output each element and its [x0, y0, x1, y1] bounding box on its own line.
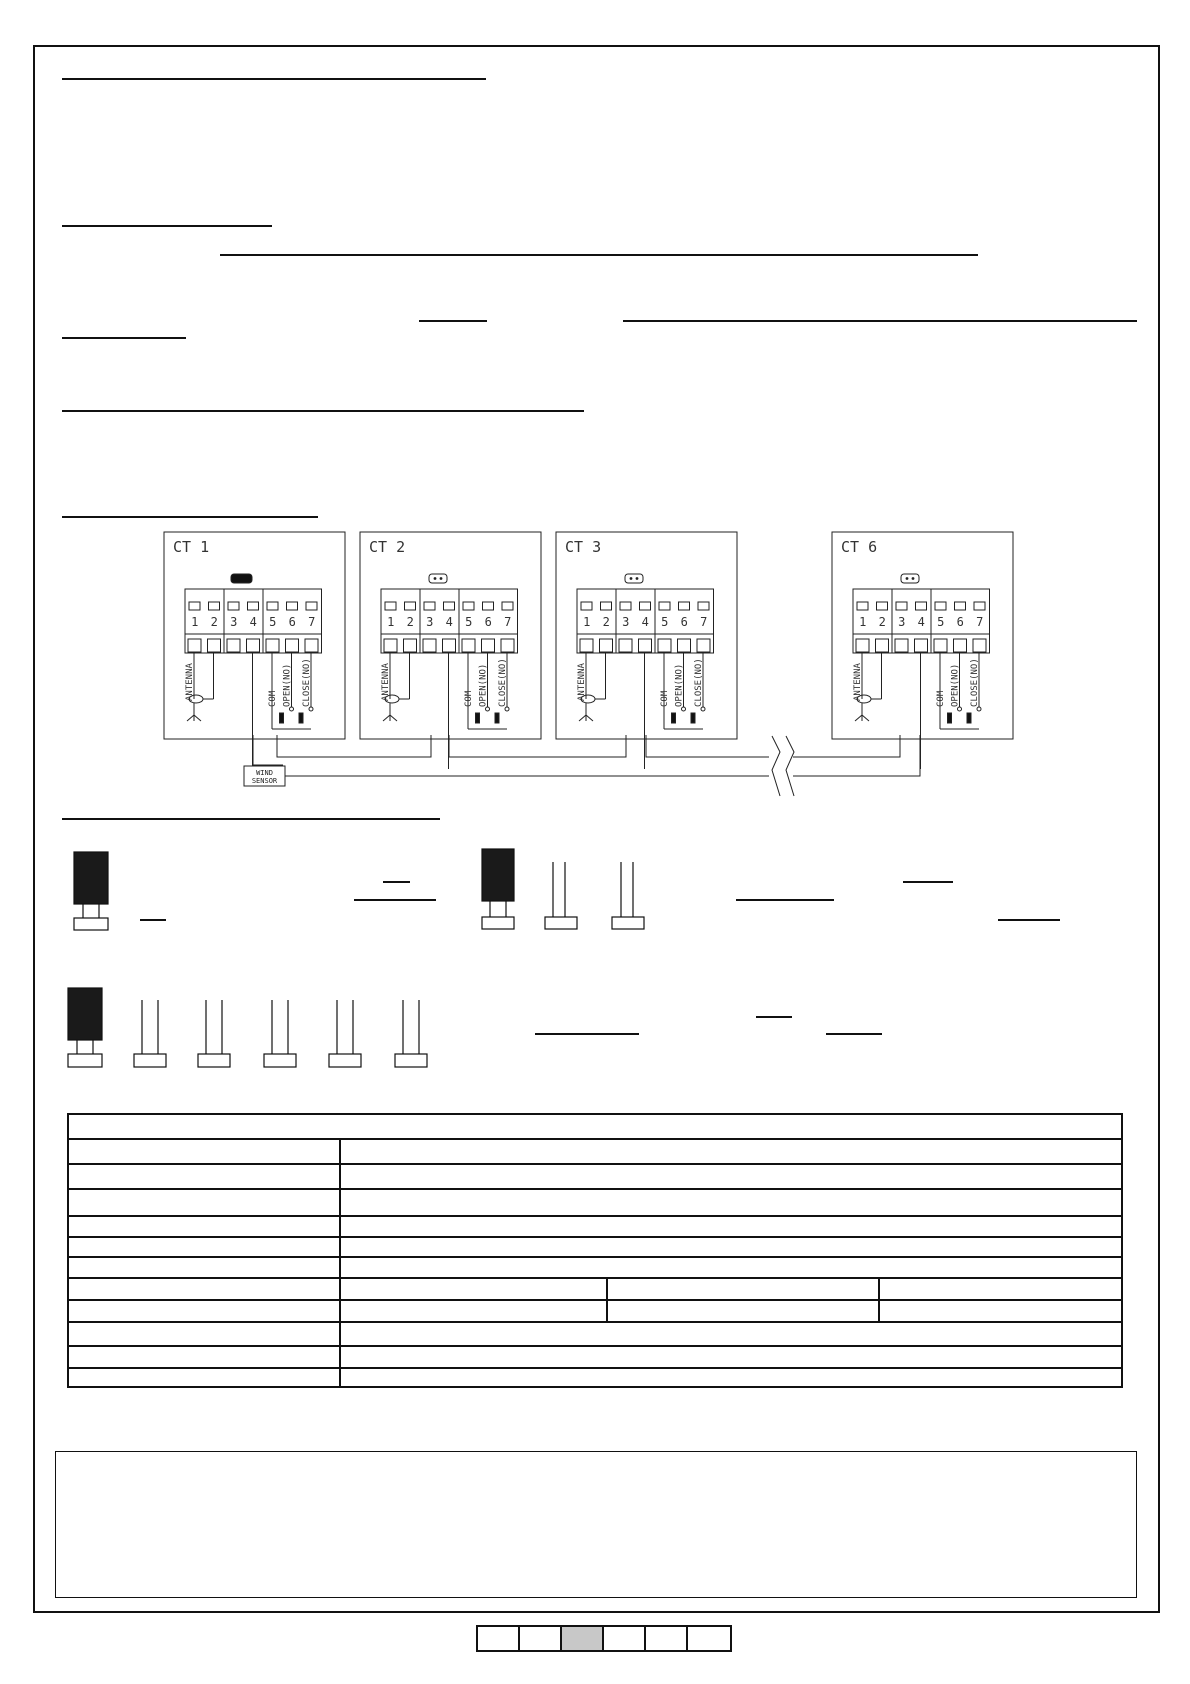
spec-row-value	[340, 1237, 1122, 1257]
wind-sensor	[244, 766, 285, 786]
wind-sensor-label-1: WIND	[256, 769, 273, 777]
bus-wire-upper	[277, 735, 431, 757]
terminal-number: 1	[583, 615, 591, 629]
wind-sensor-label-2: SENSOR	[251, 777, 278, 785]
page-cell	[688, 1627, 730, 1650]
terminal-number: 7	[308, 615, 316, 629]
terminal-number: 6	[484, 615, 492, 629]
terminal-number: 4	[445, 615, 453, 629]
terminal-number: 6	[956, 615, 964, 629]
terminal-number: 7	[700, 615, 708, 629]
spec-row-value	[607, 1300, 879, 1322]
spec-header-cell	[68, 1114, 1122, 1139]
terminal-number: 7	[504, 615, 512, 629]
com-label: COM	[936, 690, 946, 707]
relay-contact	[495, 713, 499, 723]
terminal-number: 1	[387, 615, 395, 629]
relay-contact	[672, 713, 676, 723]
spec-row-value	[340, 1216, 1122, 1237]
terminal-number: 7	[976, 615, 984, 629]
page-cell	[520, 1627, 562, 1650]
jumper-open-b2	[612, 862, 644, 929]
open-label: OPEN(NO)	[674, 663, 685, 707]
page-indicator	[476, 1625, 732, 1652]
jumper-closed-a	[74, 852, 108, 930]
relay-contact	[280, 713, 284, 723]
terminal-number: 2	[210, 615, 218, 629]
spec-row-label	[68, 1278, 340, 1300]
page-cell	[478, 1627, 520, 1650]
spec-row-label	[68, 1322, 340, 1346]
control-unit-outline	[360, 532, 541, 739]
spec-row-value	[340, 1300, 607, 1322]
control-unit-2	[360, 532, 541, 769]
relay-contact	[948, 713, 952, 723]
terminal-number: 6	[288, 615, 296, 629]
specification-table	[67, 1113, 1123, 1388]
bus-wire-ct6-lower	[793, 735, 920, 776]
spec-row-value	[879, 1300, 1122, 1322]
jumper-open-c1	[134, 1000, 166, 1067]
bus-wire-ct2-com	[449, 735, 626, 757]
relay-contact	[691, 713, 695, 723]
jumper-open-c4	[329, 1000, 361, 1067]
spec-row-value	[340, 1257, 1122, 1277]
open-label: OPEN(NO)	[950, 663, 961, 707]
terminal-number: 3	[898, 615, 906, 629]
terminal-number: 3	[622, 615, 630, 629]
jumper-closed-b	[482, 849, 514, 929]
control-unit-4	[832, 532, 1013, 769]
relay-contact	[299, 713, 303, 723]
jumper-open-b1	[545, 862, 577, 929]
terminal-number: 5	[937, 615, 945, 629]
spec-row-label	[68, 1216, 340, 1237]
spec-row-label	[68, 1257, 340, 1277]
spec-row-label	[68, 1189, 340, 1216]
terminal-number: 4	[249, 615, 257, 629]
terminal-number: 1	[859, 615, 867, 629]
terminal-block	[381, 589, 518, 653]
spec-row-label	[68, 1139, 340, 1164]
terminal-block	[853, 589, 990, 653]
spec-row-label	[68, 1346, 340, 1368]
spec-row-label	[68, 1368, 340, 1387]
spec-row-value	[340, 1164, 1122, 1189]
relay-contact	[476, 713, 480, 723]
break-mark-2	[786, 736, 794, 796]
terminal-number: 6	[680, 615, 688, 629]
jumper-open-c2	[198, 1000, 230, 1067]
jumper-open-indicator	[625, 574, 643, 583]
terminal-block	[577, 589, 714, 653]
terminal-number: 2	[878, 615, 886, 629]
terminal-number: 2	[406, 615, 414, 629]
page-cell	[646, 1627, 688, 1650]
terminal-number: 2	[602, 615, 610, 629]
jumper-figures	[68, 849, 644, 1067]
control-unit-label: CT 2	[369, 538, 406, 556]
jumper-open-c5	[395, 1000, 427, 1067]
bus-wire-ct6-upper	[793, 735, 900, 757]
spec-row-value	[879, 1278, 1122, 1300]
close-label: CLOSE(NO)	[970, 658, 980, 707]
page-cell	[604, 1627, 646, 1650]
jumper-open-c3	[264, 1000, 296, 1067]
terminal-number: 4	[917, 615, 925, 629]
com-label: COM	[464, 690, 474, 707]
note-box	[55, 1451, 1137, 1598]
bus-wire-ct3	[646, 735, 769, 757]
close-label: CLOSE(NO)	[498, 658, 508, 707]
control-unit-label: CT 1	[173, 538, 210, 556]
close-label: CLOSE(NO)	[694, 658, 704, 707]
spec-row-value	[340, 1346, 1122, 1368]
break-mark-1	[772, 736, 780, 796]
control-unit-1	[164, 532, 345, 769]
terminal-number: 4	[641, 615, 649, 629]
spec-row-label	[68, 1237, 340, 1257]
terminal-number: 5	[269, 615, 277, 629]
antenna-label: ANTENNA	[577, 663, 587, 701]
com-label: COM	[660, 690, 670, 707]
terminal-number: 5	[465, 615, 473, 629]
page-cell	[562, 1627, 604, 1650]
control-unit-label: CT 3	[565, 538, 602, 556]
jumper-closed-c	[68, 988, 102, 1067]
antenna-label: ANTENNA	[185, 663, 195, 701]
com-label: COM	[268, 690, 278, 707]
jumper-closed-indicator	[231, 574, 252, 583]
close-label: CLOSE(NO)	[302, 658, 312, 707]
open-label: OPEN(NO)	[282, 663, 293, 707]
spec-row-value	[340, 1322, 1122, 1346]
terminal-block	[185, 589, 322, 653]
control-unit-outline	[832, 532, 1013, 739]
spec-row-value	[340, 1278, 607, 1300]
control-unit-3	[556, 532, 737, 769]
spec-row-value	[607, 1278, 879, 1300]
spec-row-label	[68, 1164, 340, 1189]
open-label: OPEN(NO)	[478, 663, 489, 707]
spec-row-label	[68, 1300, 340, 1322]
antenna-label: ANTENNA	[381, 663, 391, 701]
antenna-label: ANTENNA	[853, 663, 863, 701]
spec-row-value	[340, 1189, 1122, 1216]
control-unit-outline	[164, 532, 345, 739]
terminal-number: 5	[661, 615, 669, 629]
spec-row-value	[340, 1368, 1122, 1387]
jumper-open-indicator	[901, 574, 919, 583]
jumper-open-indicator	[429, 574, 447, 583]
control-unit-label: CT 6	[841, 538, 878, 556]
control-unit-outline	[556, 532, 737, 739]
spec-row-value	[340, 1139, 1122, 1164]
relay-contact	[967, 713, 971, 723]
terminal-number: 1	[191, 615, 199, 629]
terminal-number: 3	[426, 615, 434, 629]
sensor-bus-wires	[253, 735, 920, 796]
terminal-number: 3	[230, 615, 238, 629]
